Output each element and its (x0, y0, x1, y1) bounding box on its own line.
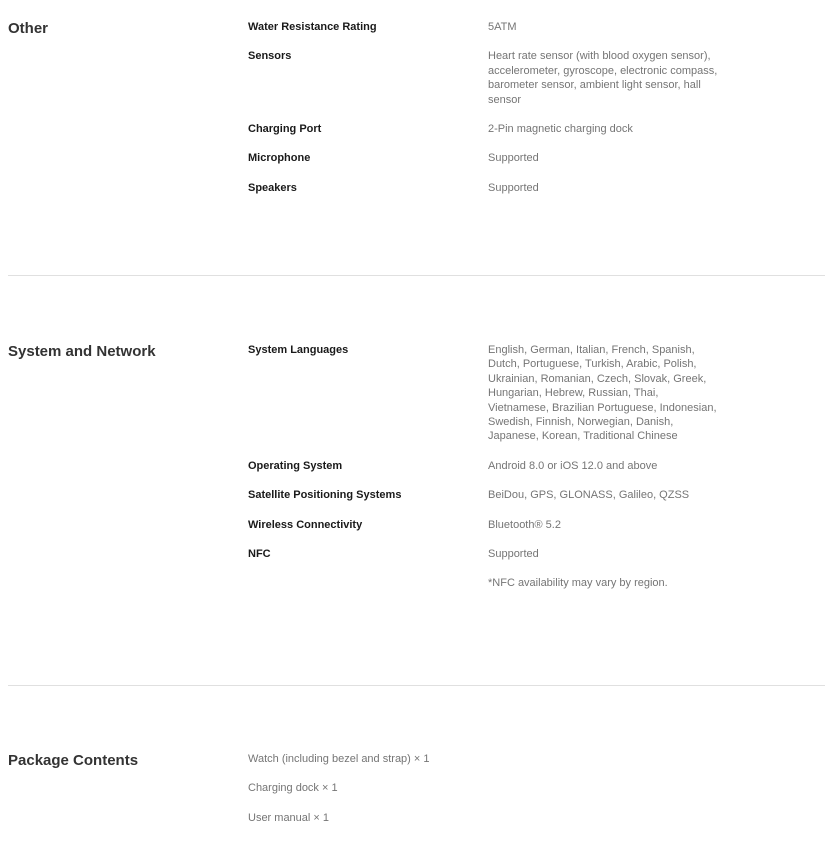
spec-name: System Languages (248, 344, 349, 356)
spec-name: Satellite Positioning Systems (248, 489, 402, 502)
spec-value: BeiDou, GPS, GLONASS, Galileo, QZSS (488, 489, 690, 502)
spec-row (248, 181, 808, 195)
spec-value: 2-Pin magnetic charging dock (488, 123, 633, 136)
spec-note: *NFC availability may vary by region. (488, 577, 668, 590)
spec-value: English, German, Italian, French, Spanish, Dutch, Portuguese, Turkish, Arabic, Polish, Ukrainian, Romanian, Czech, Slovak, Greek, Hungarian, Hebrew, Russian, Thai, Vietnamese, Brazilian Portuguese, Indonesian, Swedish, Finnish, Norwegian, Danish, Japanese, Korean, Traditional Chinese (488, 344, 717, 443)
package-item: Charging dock × 1 (248, 782, 338, 795)
package-list (248, 752, 430, 840)
spec-row (248, 151, 808, 165)
spec-value: Supported (488, 152, 539, 165)
spec-row (248, 343, 808, 444)
package-item: User manual × 1 (248, 811, 330, 824)
section-title-package-contents: Package Contents (8, 752, 139, 769)
spec-row (248, 459, 808, 473)
spec-name: NFC (248, 548, 271, 561)
spec-value: Android 8.0 or iOS 12.0 and above (488, 459, 658, 472)
section-title-other: Other (8, 20, 49, 37)
spec-row (248, 547, 808, 561)
spec-name: Wireless Connectivity (248, 518, 363, 531)
spec-value: Supported (488, 548, 539, 561)
spec-list-system-network (248, 343, 808, 606)
spec-name: Microphone (248, 152, 311, 165)
spec-value: 5ATM (488, 21, 517, 33)
spec-name: Charging Port (248, 123, 322, 136)
spec-row (248, 20, 808, 34)
spec-value: Heart rate sensor (with blood oxygen sensor), accelerometer, gyroscope, electronic compass, barometer sensor, ambient light sensor, hall sensor (488, 50, 718, 106)
spec-row (248, 488, 808, 502)
spec-row (248, 518, 808, 532)
spec-name: Sensors (248, 50, 292, 63)
spec-value: Bluetooth® 5.2 (488, 518, 561, 531)
spec-name: Speakers (248, 181, 297, 194)
spec-name: Water Resistance Rating (248, 21, 377, 33)
spec-name (248, 576, 488, 590)
spec-row (248, 576, 808, 590)
section-title-system-network: System and Network (8, 343, 156, 360)
spec-value: Supported (488, 181, 539, 194)
spec-name: Operating System (248, 459, 343, 472)
spec-row (248, 122, 808, 136)
section-divider (8, 275, 825, 276)
spec-list-other (248, 20, 808, 210)
spec-row (248, 49, 808, 107)
package-item: Watch (including bezel and strap) × 1 (248, 753, 430, 765)
section-divider (8, 685, 825, 686)
